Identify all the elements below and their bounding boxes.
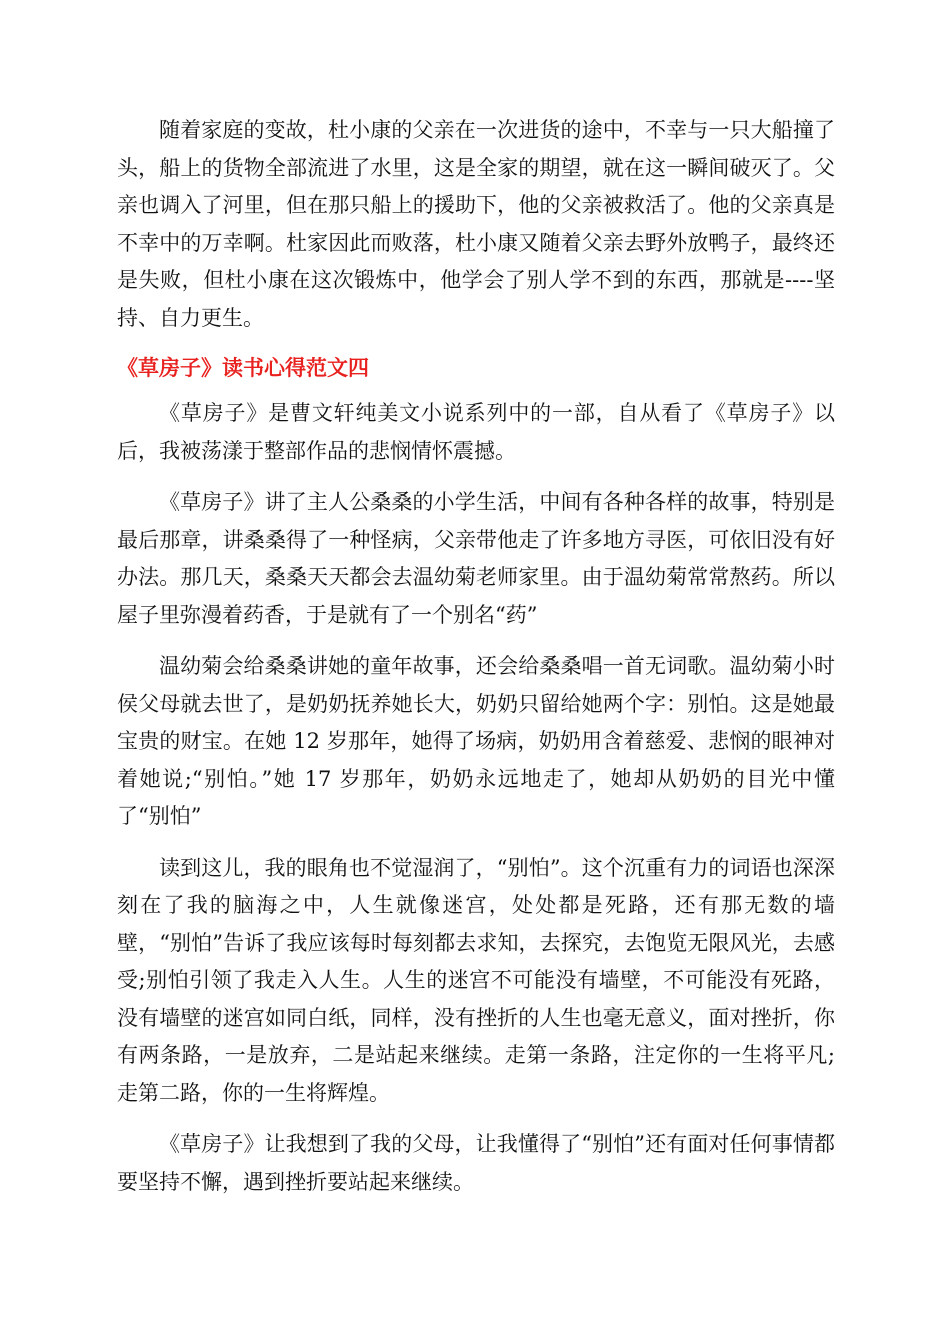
paragraph-reflection: 读到这儿，我的眼角也不觉湿润了，“别怕”。这个沉重有力的词语也深深刻在了我的脑海之中，人生就像迷宫，处处都是死路，还有那无数的墙壁，“别怕”告诉了我应该每时每刻都去求知，去探究，去饱览无限风光，去感受;别怕引领了我走入人生。人生的迷宫不可能没有墙壁，不可能没有死路，没有墙壁的迷宫如同白纸，同样，没有挫折的人生也毫无意义，面对挫折，你有两条路，一是放弃，二是站起来继续。走第一条路，注定你的一生将平凡;走第二路，你的一生将辉煌。 xyxy=(117,855,835,1105)
document-body xyxy=(117,112,835,1215)
paragraph-conclusion: 《草房子》让我想到了我的父母，让我懂得了“别怕”还有面对任何事情都要坚持不懈，遇到挫折要站起来继续。 xyxy=(117,1132,835,1194)
section-heading: 《草房子》读书心得范文四 xyxy=(117,356,369,380)
paragraph-sangsang: 《草房子》讲了主人公桑桑的小学生活，中间有各种各样的故事，特别是最后那章，讲桑桑得了一种怪病，父亲带他走了许多地方寻医，可依旧没有好办法。那几天，桑桑天天都会去温幼菊老师家里。由于温幼菊常常熬药。所以屋子里弥漫着药香，于是就有了一个别名“药” xyxy=(117,490,835,627)
paragraph-wen-youju: 温幼菊会给桑桑讲她的童年故事，还会给桑桑唱一首无词歌。温幼菊小时侯父母就去世了，是奶奶抚养她长大，奶奶只留给她两个字：别怕。这是她最宝贵的财宝。在她 12 岁那年，她得了场病，奶奶用含着慈爱、悲悯的眼神对着她说;“别怕。”她 17 岁那年，奶奶永远地走了，她却从奶奶的目光中懂了“别怕” xyxy=(117,654,835,828)
paragraph-intro: 《草房子》是曹文轩纯美文小说系列中的一部，自从看了《草房子》以后，我被荡漾于整部作品的悲悯情怀震撼。 xyxy=(117,401,835,463)
paragraph-du-xiaokang: 随着家庭的变故，杜小康的父亲在一次进货的途中，不幸与一只大船撞了头，船上的货物全部流进了水里，这是全家的期望，就在这一瞬间破灭了。父亲也调入了河里，但在那只船上的援助下，他的父亲被救活了。他的父亲真是不幸中的万幸啊。杜家因此而败落，杜小康又随着父亲去野外放鸭子，最终还是失败，但杜小康在这次锻炼中，他学会了别人学不到的东西，那就是----坚持、自力更生。 xyxy=(117,118,835,330)
